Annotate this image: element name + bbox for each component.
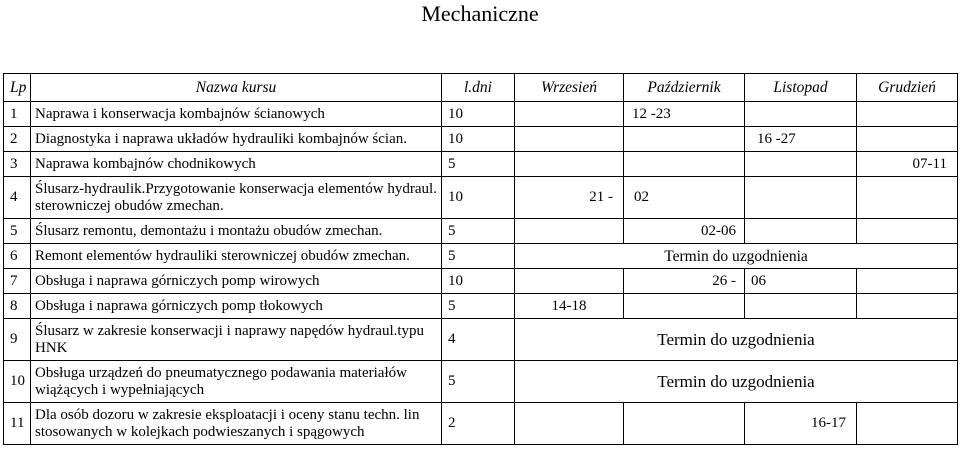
table-header-row bbox=[4, 74, 958, 102]
header-december: Grudzień bbox=[857, 74, 958, 102]
row-lp: 10 bbox=[4, 361, 31, 403]
row-course-name: Obsługa i naprawa górniczych pomp wirowych bbox=[31, 269, 442, 294]
row-course-name: Remont elementów hydrauliki sterowniczej obudów zmechan. bbox=[31, 244, 442, 269]
row-days: 10 bbox=[442, 269, 515, 294]
row-oct bbox=[624, 127, 745, 152]
row-sep bbox=[515, 269, 624, 294]
header-september: Wrzesień bbox=[515, 74, 624, 102]
row-sep bbox=[515, 127, 624, 152]
row-oct bbox=[624, 152, 745, 177]
table-row bbox=[4, 294, 958, 319]
row-days: 5 bbox=[442, 152, 515, 177]
row-sep bbox=[515, 219, 624, 244]
row-course-name: Dla osób dozoru w zakresie eksploatacji i oceny stanu techn. lin stosowanych w kolejkach podwieszanych i spągowych bbox=[31, 403, 442, 445]
row-dec bbox=[857, 102, 958, 127]
course-schedule-table bbox=[3, 73, 958, 445]
row-course-name: Naprawa i konserwacja kombajnów ścianowych bbox=[31, 102, 442, 127]
row-dec: 07-11 bbox=[857, 152, 958, 177]
row-course-name: Obsługa i naprawa górniczych pomp tłokowych bbox=[31, 294, 442, 319]
row-dec bbox=[857, 219, 958, 244]
row-lp: 8 bbox=[4, 294, 31, 319]
row-termin: Termin do uzgodnienia bbox=[515, 244, 958, 269]
table-row bbox=[4, 219, 958, 244]
row-course-name: Ślusarz-hydraulik.Przygotowanie konserwacja elementów hydraul. sterowniczej obudów zmechan. bbox=[31, 177, 442, 219]
table-row bbox=[4, 152, 958, 177]
row-lp: 9 bbox=[4, 319, 31, 361]
row-dec bbox=[857, 177, 958, 219]
row-lp: 3 bbox=[4, 152, 31, 177]
table-row bbox=[4, 102, 958, 127]
row-lp: 5 bbox=[4, 219, 31, 244]
row-course-name: Ślusarz w zakresie konserwacji i naprawy napędów hydraul.typu HNK bbox=[31, 319, 442, 361]
row-dec bbox=[857, 294, 958, 319]
row-nov bbox=[745, 152, 857, 177]
header-course-name: Nazwa kursu bbox=[31, 74, 442, 102]
row-course-name: Ślusarz remontu, demontażu i montażu obudów zmechan. bbox=[31, 219, 442, 244]
row-course-name: Naprawa kombajnów chodnikowych bbox=[31, 152, 442, 177]
row-nov bbox=[745, 177, 857, 219]
row-dec bbox=[857, 127, 958, 152]
row-sep bbox=[515, 152, 624, 177]
row-days: 5 bbox=[442, 294, 515, 319]
row-sep: 21 - bbox=[515, 177, 624, 219]
row-days: 5 bbox=[442, 244, 515, 269]
row-days: 4 bbox=[442, 319, 515, 361]
row-days: 2 bbox=[442, 403, 515, 445]
row-lp: 6 bbox=[4, 244, 31, 269]
row-nov: 06 bbox=[745, 269, 857, 294]
row-oct bbox=[624, 403, 745, 445]
row-sep: 14-18 bbox=[515, 294, 624, 319]
row-lp: 11 bbox=[4, 403, 31, 445]
header-days: l.dni bbox=[442, 74, 515, 102]
header-lp: Lp bbox=[4, 74, 31, 102]
row-oct: 26 - bbox=[624, 269, 745, 294]
row-oct: 02-06 bbox=[624, 219, 745, 244]
row-days: 10 bbox=[442, 177, 515, 219]
table-row bbox=[4, 269, 958, 294]
table-row bbox=[4, 361, 958, 403]
header-november: Listopad bbox=[745, 74, 857, 102]
row-days: 10 bbox=[442, 102, 515, 127]
row-lp: 2 bbox=[4, 127, 31, 152]
row-nov: 16-17 bbox=[745, 403, 857, 445]
row-course-name: Obsługa urządzeń do pneumatycznego podawania materiałów wiążących i wypełniających bbox=[31, 361, 442, 403]
row-lp: 1 bbox=[4, 102, 31, 127]
row-lp: 4 bbox=[4, 177, 31, 219]
row-days: 5 bbox=[442, 361, 515, 403]
row-nov bbox=[745, 219, 857, 244]
row-dec bbox=[857, 403, 958, 445]
header-october: Październik bbox=[624, 74, 745, 102]
row-days: 10 bbox=[442, 127, 515, 152]
table-row bbox=[4, 127, 958, 152]
table-row bbox=[4, 319, 958, 361]
row-course-name: Diagnostyka i naprawa układów hydrauliki kombajnów ścian. bbox=[31, 127, 442, 152]
table-row bbox=[4, 244, 958, 269]
row-sep bbox=[515, 102, 624, 127]
row-sep bbox=[515, 403, 624, 445]
row-dec bbox=[857, 269, 958, 294]
row-nov bbox=[745, 294, 857, 319]
row-days: 5 bbox=[442, 219, 515, 244]
row-oct bbox=[624, 294, 745, 319]
row-termin: Termin do uzgodnienia bbox=[515, 361, 958, 403]
row-termin: Termin do uzgodnienia bbox=[515, 319, 958, 361]
row-nov bbox=[745, 102, 857, 127]
row-lp: 7 bbox=[4, 269, 31, 294]
table-row bbox=[4, 177, 958, 219]
row-nov: 16 -27 bbox=[745, 127, 857, 152]
page-title: Mechaniczne bbox=[421, 1, 539, 26]
row-oct: 02 bbox=[624, 177, 745, 219]
row-oct: 12 -23 bbox=[624, 102, 745, 127]
table-row bbox=[4, 403, 958, 445]
